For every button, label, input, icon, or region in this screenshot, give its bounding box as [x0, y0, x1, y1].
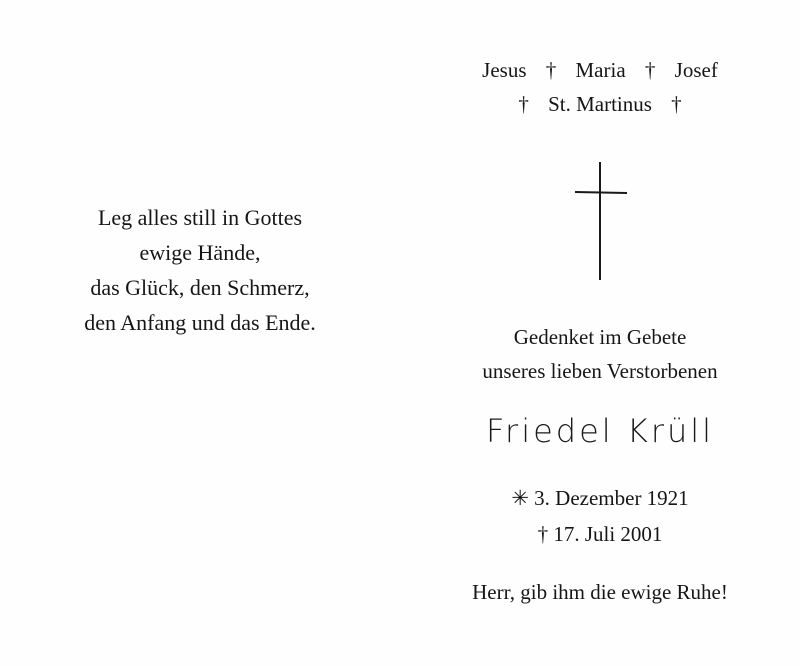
verse-line: Leg alles still in Gottes: [97, 205, 303, 230]
death-date: † 17. Juli 2001: [537, 522, 663, 546]
latin-cross-icon: [570, 160, 630, 282]
deceased-name: Friedel Krüll: [485, 412, 715, 450]
verse-line: den Anfang und das Ende.: [84, 310, 316, 335]
consolation-verse: [50, 200, 350, 340]
closing-prayer: Herr, gib ihm die ewige Ruhe!: [472, 580, 728, 604]
birth-date: ✳ 3. Dezember 1921: [511, 486, 689, 510]
verse-line: ewige Hände,: [139, 240, 261, 265]
dagger-separator: †: [518, 92, 529, 116]
verse-line: das Glück, den Schmerz,: [90, 275, 310, 300]
dagger-separator: †: [671, 92, 682, 116]
header-name-josef: Josef: [674, 58, 718, 82]
header-name-jesus: Jesus: [482, 58, 527, 82]
dagger-separator: †: [545, 58, 557, 82]
intro-line-2: unseres lieben Verstorbenen: [482, 359, 718, 383]
life-dates: [430, 480, 770, 552]
remembrance-intro: [430, 320, 770, 388]
header-name-st-martinus: St. Martinus: [548, 92, 652, 116]
intro-line-1: Gedenket im Gebete: [513, 325, 687, 349]
dagger-separator: †: [644, 58, 656, 82]
header-name-maria: Maria: [575, 58, 626, 82]
header-holy-family: [440, 58, 760, 83]
header-patron-saint: [440, 92, 760, 117]
